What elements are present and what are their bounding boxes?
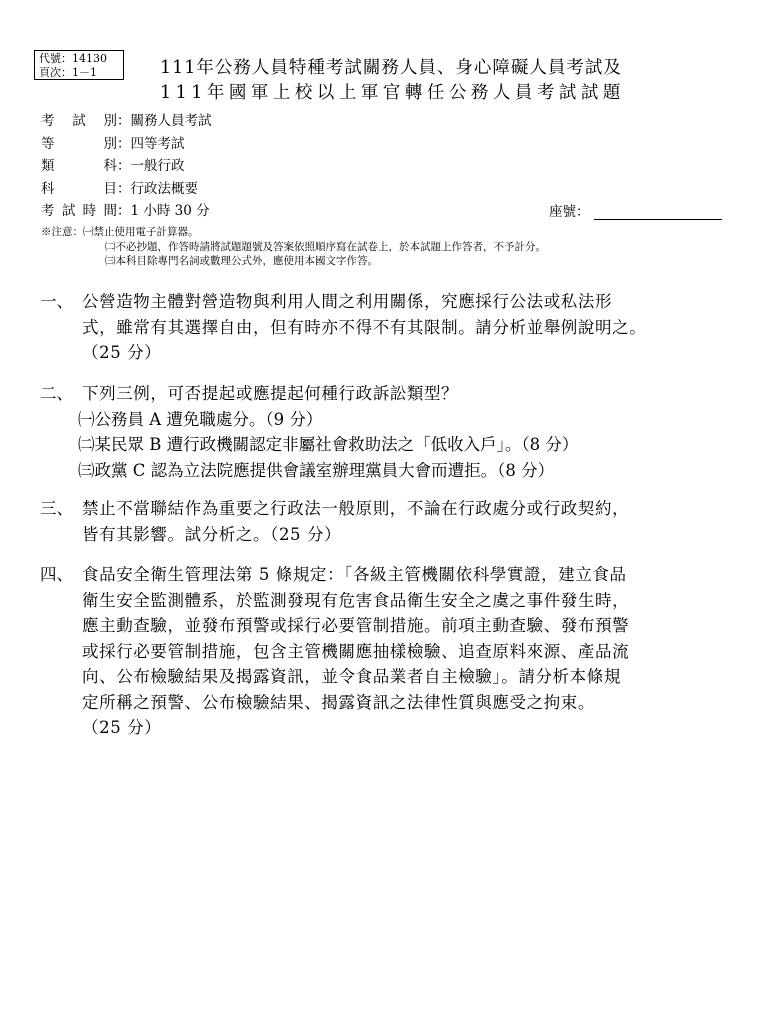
seat-number-blank <box>594 205 722 220</box>
question-number: 四、 <box>40 565 73 584</box>
exam-code: 代號：14130 <box>39 52 107 65</box>
question-line: （25 分） <box>82 343 162 362</box>
note-item: ㈡不必抄題，作答時請將試題題號及答案依照順序寫在試卷上，於本試題上作答者，不予計分。 <box>105 240 546 253</box>
question-body <box>82 496 740 547</box>
exam-info-value: 關務人員考試 <box>130 113 212 129</box>
exam-info <box>41 110 212 223</box>
exam-info-row: 類科：一般行政 <box>41 155 212 178</box>
sub-question-list <box>78 407 740 484</box>
question-line: （25 分） <box>82 718 162 737</box>
question-1 <box>40 289 740 366</box>
exam-info-label: 科目 <box>41 180 117 197</box>
sub-question: ㈢政黨 C 認為立法院應提供會議室辦理黨員大會而遭拒。（8 分） <box>78 460 555 480</box>
question-line: 下列三例，可否提起或應提起何種行政訴訟類型？ <box>82 384 459 403</box>
exam-info-value: 行政法概要 <box>130 180 198 197</box>
exam-info-row: 考試別：關務人員考試 <box>41 110 212 133</box>
seat-label: 座號： <box>549 204 590 220</box>
exam-info-value: 四等考試 <box>130 135 185 152</box>
question-line: 式，雖常有其選擇自由，但有時亦不得不有其限制。請分析並舉例說明之。 <box>82 317 647 337</box>
question-line: 食品安全衛生管理法第 5 條規定：「各級主管機關依科學實證，建立食品 <box>82 565 627 584</box>
question-body <box>82 381 740 407</box>
exam-info-row: 等別：四等考試 <box>41 133 212 156</box>
sub-question: ㈠公務員 A 遭免職處分。（9 分） <box>78 409 323 429</box>
question-4 <box>40 562 740 741</box>
question-line: 衛生安全監測體系，於監測發現有危害食品衛生安全之虞之事件發生時， <box>82 590 630 610</box>
page-number: 頁次：1－1 <box>39 66 97 79</box>
sub-question: ㈡某民眾 B 遭行政機關認定非屬社會救助法之「低收入戶」。（8 分） <box>78 435 579 454</box>
note-prefix: ※注意： <box>41 226 83 238</box>
question-body <box>82 289 740 366</box>
note-item: ※注意：㈠禁止使用電子計算器。 <box>41 226 199 238</box>
question-3 <box>40 496 740 547</box>
exam-code-box <box>34 50 124 80</box>
exam-info-label: 考試別 <box>41 113 117 129</box>
seat-number <box>549 200 722 220</box>
note-item: ㈢本科目除專門名詞或數理公式外，應使用本國文字作答。 <box>105 255 378 267</box>
question-line: 定所稱之預警、公布檢驗結果、揭露資訊之法律性質與應受之拘束。 <box>82 692 595 712</box>
exam-info-value: 一般行政 <box>130 158 185 174</box>
question-line: 應主動查驗，並發布預警或採行必要管制措施。前項主動查驗、發布預警 <box>82 616 630 635</box>
exam-title-line-2: 111年國軍上校以上軍官轉任公務人員考試試題 <box>160 83 625 103</box>
question-line: 公營造物主體對營造物與利用人間之利用關係，究應採行公法或私法形 <box>82 292 613 311</box>
question-line: 或採行必要管制措施，包含主管機關應抽樣檢驗、追查原料來源、產品流 <box>82 641 630 661</box>
question-body <box>82 562 740 741</box>
exam-info-label: 類科 <box>41 158 117 174</box>
question-line: 禁止不當聯結作為重要之行政法一般原則，不論在行政處分或行政契約， <box>82 499 630 518</box>
exam-title-line-1: 111年公務人員特種考試關務人員、身心障礙人員考試及 <box>160 58 622 78</box>
question-line: 皆有其影響。試分析之。（25 分） <box>82 524 342 544</box>
question-line: 向、公布檢驗結果及揭露資訊，並令食品業者自主檢驗」。請分析本條規 <box>82 667 621 686</box>
question-number: 二、 <box>40 384 73 403</box>
exam-info-row: 考試時間：1 小時 30 分 <box>41 200 212 223</box>
exam-notes <box>41 225 546 269</box>
question-number: 三、 <box>40 499 73 518</box>
exam-info-label: 考試時間 <box>41 203 117 219</box>
exam-info-value: 1 小時 30 分 <box>130 203 210 219</box>
exam-info-label: 等別 <box>41 135 117 152</box>
question-number: 一、 <box>40 292 73 311</box>
exam-info-row: 科目：行政法概要 <box>41 178 212 201</box>
question-2 <box>40 381 740 483</box>
